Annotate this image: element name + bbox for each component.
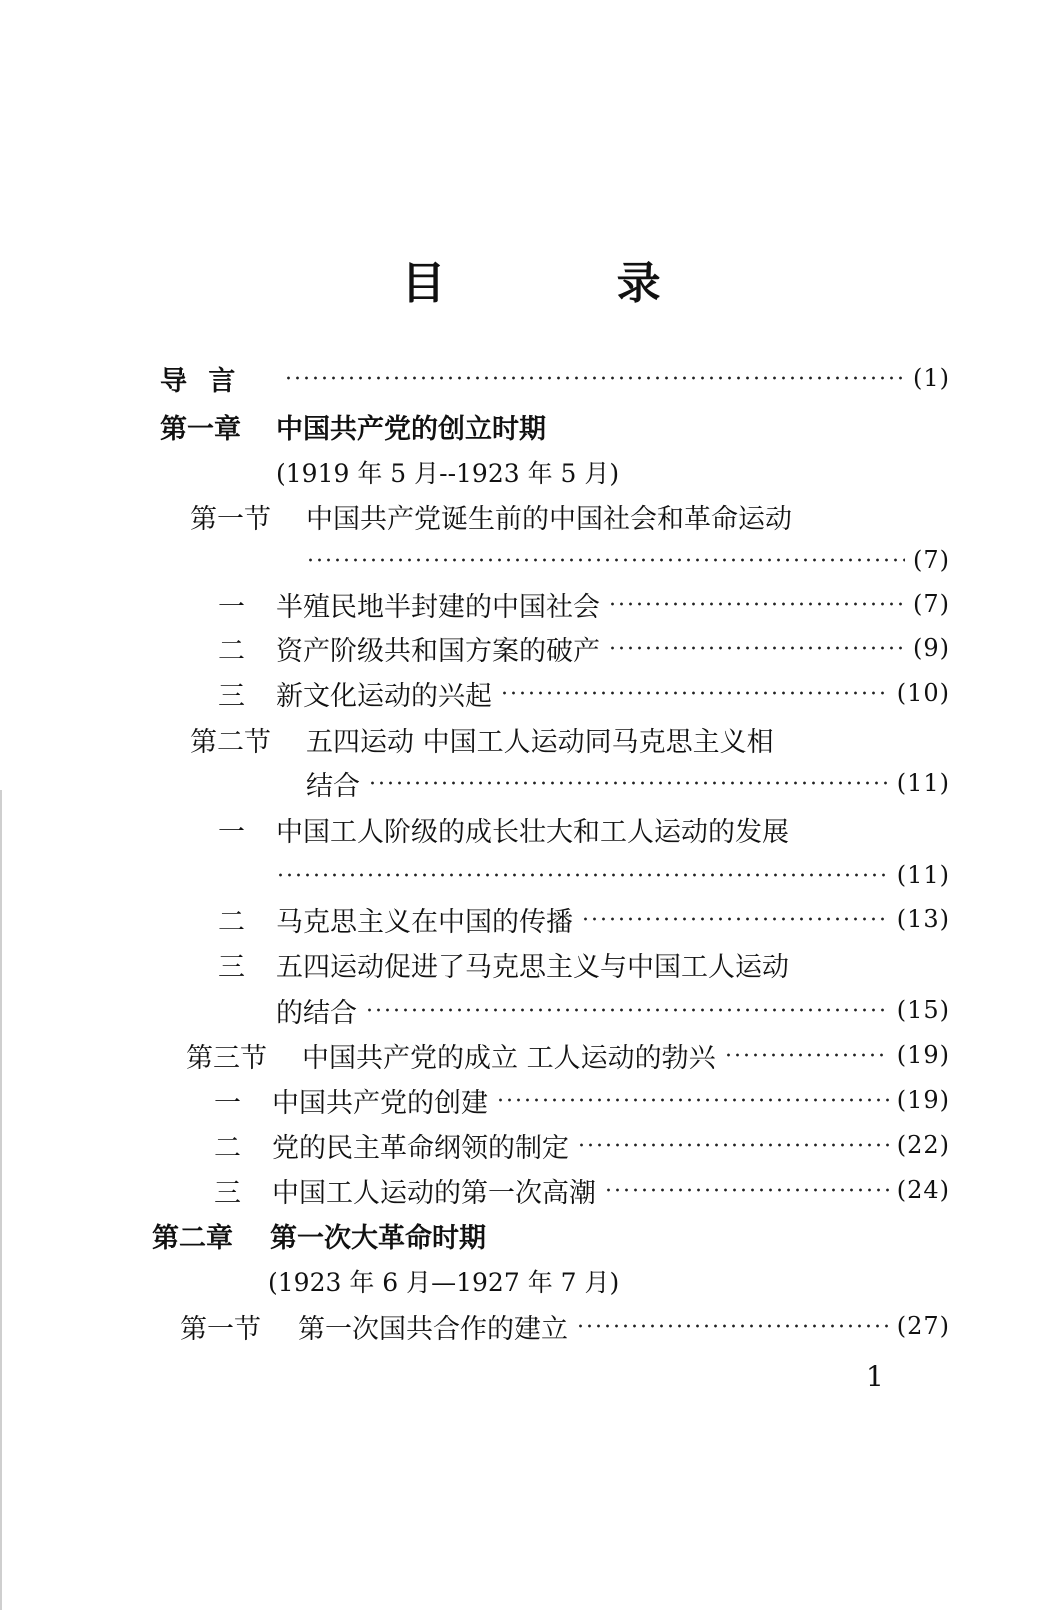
toc-page: (7) [913, 546, 950, 574]
dot-leader [581, 917, 889, 921]
toc-title: 中国工人阶级的成长壮大和工人运动的发展 [276, 816, 789, 848]
toc-title: 五四运动促进了马克思主义与中国工人运动 [276, 951, 789, 983]
toc-page: (22) [896, 1131, 950, 1159]
toc-item-1-1-1[interactable] [218, 584, 950, 624]
toc-label: 三 [218, 680, 245, 712]
dot-leader [306, 558, 905, 562]
dot-leader [608, 646, 905, 650]
toc-chapter-2-dates [268, 1261, 619, 1301]
toc-page: (19) [896, 1086, 950, 1114]
dot-leader [577, 1143, 889, 1147]
toc-page: (24) [896, 1176, 950, 1204]
toc-label: 一 [218, 591, 245, 623]
toc-title: 五四运动 中国工人运动同马克思主义相 [306, 726, 774, 758]
toc-page: (1) [913, 364, 950, 392]
toc-title: 党的民主革命纲领的制定 [272, 1132, 569, 1164]
toc-section-1-1[interactable] [190, 496, 792, 536]
toc-label: 一 [218, 816, 245, 848]
toc-item-1-2-1-leader [276, 855, 950, 895]
dot-leader [365, 1008, 889, 1012]
toc-item-1-2-3[interactable] [218, 944, 789, 984]
toc-page: (13) [896, 905, 950, 933]
toc-title-continued: 的结合 [276, 997, 357, 1029]
toc-chapter-1[interactable] [160, 406, 546, 446]
toc-section-1-1-leader [306, 540, 950, 580]
toc-item-1-3-1[interactable] [214, 1080, 950, 1120]
toc-label: 二 [218, 635, 245, 667]
toc-item-1-3-2[interactable] [214, 1125, 950, 1165]
toc-title: 马克思主义在中国的传播 [276, 906, 573, 938]
toc-label: 第二节 [190, 726, 271, 758]
toc-item-1-1-2[interactable] [218, 628, 950, 668]
toc-title: 第一次大革命时期 [270, 1222, 486, 1254]
toc-page: (10) [896, 679, 950, 707]
toc-label: 第三节 [186, 1042, 267, 1074]
dot-leader [496, 1098, 889, 1102]
dot-leader [604, 1188, 889, 1192]
toc-section-1-3[interactable] [186, 1035, 950, 1075]
toc-item-1-1-3[interactable] [218, 673, 950, 713]
toc-label: 第一章 [160, 413, 241, 445]
toc-section-1-2[interactable] [190, 719, 774, 759]
toc-label: 导 言 [160, 365, 242, 397]
dot-leader [608, 602, 905, 606]
chapter-dates: (1923 年 6 月—1927 年 7 月) [268, 1268, 620, 1297]
toc-item-1-3-3[interactable] [214, 1170, 950, 1210]
dot-leader [576, 1324, 889, 1328]
toc-title: 中国共产党的创立时期 [276, 413, 546, 445]
toc-title-continued: 结合 [306, 770, 360, 802]
toc-title: 资产阶级共和国方案的破产 [276, 635, 600, 667]
toc-page: (7) [913, 590, 950, 618]
page-title: 目 录 [401, 258, 739, 309]
toc-label: 第一节 [180, 1313, 261, 1345]
toc-page: (19) [896, 1041, 950, 1069]
toc-label: 三 [218, 951, 245, 983]
toc-label: 第一节 [190, 503, 271, 535]
toc-label: 第二章 [152, 1222, 233, 1254]
toc-title: 中国共产党的创建 [272, 1087, 488, 1119]
toc-title: 中国共产党的成立 工人运动的勃兴 [302, 1042, 716, 1074]
toc-page: (11) [896, 861, 950, 889]
toc-entry-intro[interactable] [160, 358, 950, 398]
dot-leader [724, 1053, 889, 1057]
toc-label: 一 [214, 1087, 241, 1119]
page-number: 1 [866, 1360, 884, 1393]
toc-section-1-2-cont [306, 763, 950, 803]
toc-title: 新文化运动的兴起 [276, 680, 492, 712]
chapter-dates: (1919 年 5 月--1923 年 5 月) [276, 459, 620, 488]
toc-item-1-2-2[interactable] [218, 899, 950, 939]
toc-label: 三 [214, 1177, 241, 1209]
toc-page: (11) [896, 769, 950, 797]
dot-leader [500, 691, 889, 695]
toc-title: 第一次国共合作的建立 [298, 1313, 568, 1345]
scan-edge-mark [0, 790, 2, 1610]
toc-chapter-2[interactable] [152, 1215, 486, 1255]
dot-leader [276, 873, 889, 877]
toc-page: (27) [896, 1312, 950, 1340]
toc-section-2-1[interactable] [180, 1306, 950, 1346]
toc-label: 二 [214, 1132, 241, 1164]
toc-label: 二 [218, 906, 245, 938]
dot-leader [284, 376, 905, 380]
toc-chapter-1-dates [276, 452, 619, 492]
toc-title: 中国工人运动的第一次高潮 [272, 1177, 596, 1209]
toc-title: 中国共产党诞生前的中国社会和革命运动 [306, 503, 792, 535]
dot-leader [368, 781, 889, 785]
toc-item-1-2-3-cont [276, 990, 950, 1030]
toc-item-1-2-1[interactable] [218, 809, 789, 849]
toc-page: (9) [913, 634, 950, 662]
toc-page: (15) [896, 996, 950, 1024]
toc-title: 半殖民地半封建的中国社会 [276, 591, 600, 623]
